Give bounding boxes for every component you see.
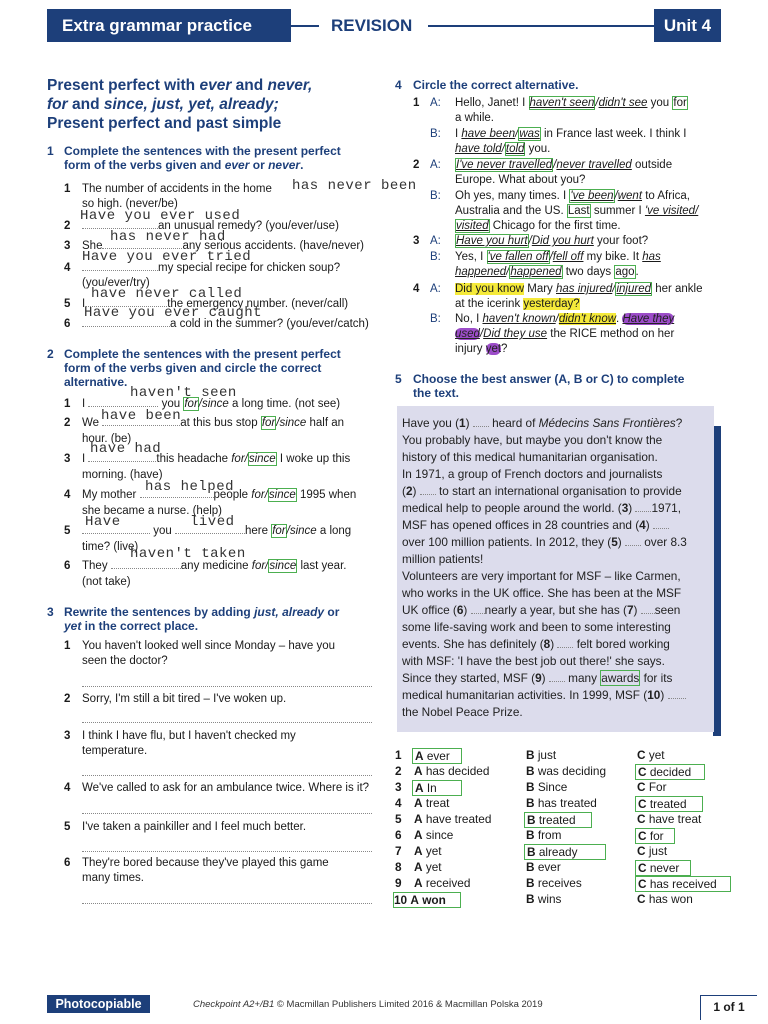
ex1-item-1: 1 The number of accidents in the home xyxy=(64,183,272,195)
option-9a[interactable]: A received xyxy=(414,876,471,890)
ex2-item-6: 6 They any medicine for/since last year. xyxy=(64,560,347,572)
ex1-answer-4: Have you ever tried xyxy=(82,249,252,265)
ex3-answer-line-4[interactable] xyxy=(82,812,372,814)
option-8c[interactable]: C never xyxy=(635,860,691,876)
ex2-item-5-cont: time? (live) xyxy=(82,541,139,553)
option-5a[interactable]: A have treated xyxy=(414,812,492,826)
option-row-5: 5 A have treated B treated C have treat xyxy=(395,812,702,827)
ex2-item-6-cont: (not take) xyxy=(82,576,131,588)
ex3-item-6: 6 They're bored because they've played this game many times. xyxy=(64,857,329,884)
option-row-6: 6 A since B from C for xyxy=(395,828,735,844)
option-2a[interactable]: A has decided xyxy=(414,764,490,778)
option-1c[interactable]: C yet xyxy=(637,748,665,762)
ex4-dialogue-1-b: B: I have been/was in France last week. I think I have told/told you. xyxy=(430,128,687,155)
option-10b[interactable]: B wins xyxy=(526,892,562,906)
ex4-dialogue-2-a: 2 A: I've never travelled/never travelled outside Europe. What about you? xyxy=(413,159,673,186)
ex1-item-3: 3 She any serious accidents. (have/never) xyxy=(64,240,365,252)
option-row-10 xyxy=(395,892,735,908)
ex4-dialogue-3-a: 3 A: Have you hurt/Did you hurt your foot? xyxy=(413,235,649,247)
ex2-answer-3: have had xyxy=(90,441,162,457)
ex4-dialogue-3-b: B: Yes, I 've fallen off/fell off my bike. It has happened/happened two days ago. xyxy=(430,251,661,278)
ex1-item-6: 6 a cold in the summer? (you/ever/catch) xyxy=(64,318,369,330)
option-5b[interactable]: B treated xyxy=(524,812,592,828)
option-row-4: 4 A treat B has treated C treated xyxy=(395,796,735,812)
option-9b[interactable]: B receives xyxy=(526,876,582,890)
ex3-answer-line-1[interactable] xyxy=(82,685,372,687)
option-3a[interactable]: A In xyxy=(412,780,462,796)
option-7c[interactable]: C just xyxy=(637,844,668,858)
ex4-dialogue-1-a: 1 A: Hello, Janet! I haven't seen/didn't see you for a while. xyxy=(413,97,687,124)
option-4b[interactable]: B has treated xyxy=(526,796,597,810)
copyright: Checkpoint A2+/B1 © Macmillan Publishers Limited 2016 & Macmillan Polska 2019 xyxy=(193,999,543,1010)
ex3-answer-line-2[interactable] xyxy=(82,721,372,723)
option-row-3: 3 A In B Since C For xyxy=(395,780,667,795)
option-3b[interactable]: B Since xyxy=(526,780,568,794)
ex2-answer-5a: Have xyxy=(85,514,121,530)
ex4-heading: 4 Circle the correct alternative. xyxy=(395,78,579,92)
ex1-item-5: 5 I the emergency number. (never/call) xyxy=(64,298,349,310)
option-7b[interactable]: B already xyxy=(524,844,606,860)
ex1-answer-1: has never been xyxy=(292,178,417,194)
option-2b[interactable]: B was deciding xyxy=(526,764,607,778)
header-title: Extra grammar practice xyxy=(47,9,291,42)
ex4-dialogue-2-b: B: Oh yes, many times. I 've been/went to Africa, Australia and the US. Last summer I 've visited/ visited Chicago for the first time. xyxy=(430,190,699,232)
ex1-answer-2: Have you ever used xyxy=(80,208,241,224)
ex3-item-3: 3 I think I have flu, but I haven't checked my temperature. xyxy=(64,730,296,757)
page-number: 1 of 1 xyxy=(700,995,757,1020)
option-row-8: 8 A yet B ever C never xyxy=(395,860,735,876)
option-row-9: 9 A received B receives C has received xyxy=(395,876,735,892)
ex3-heading: 3 Rewrite the sentences by adding just, already or yet in the correct place. xyxy=(47,605,340,633)
option-6c[interactable]: C for xyxy=(635,828,675,844)
option-1b[interactable]: B just xyxy=(526,748,557,762)
ex2-item-2-cont: hour. (be) xyxy=(82,433,132,445)
ex3-answer-line-5[interactable] xyxy=(82,850,372,852)
ex2-answer-4: has helped xyxy=(145,479,235,495)
ex3-answer-line-3[interactable] xyxy=(82,774,372,776)
option-row-7: 7 A yet B already C just xyxy=(395,844,668,859)
ex1-answer-6: Have you ever caught xyxy=(84,305,263,321)
option-10c[interactable]: C has won xyxy=(637,892,693,906)
text-body: Have you (1) heard of Médecins Sans Frontières? You probably have, but maybe you don't know the history of this medical humanitarian organisation. In 1971, a group of French doctors and journalists (2) to start an international organisation to provide medical help to people around the world. (3) 1971, MSF has opened offices in 28 countries and (4) over 100 million patients. In 2012, they (5) over 8.3 million patients! Volunteers are very important for MSF – like Carmen, who works in the UK office. She has been at the MSF UK office (6) nearly a year, but she has (7) seen some life-saving work and been to some interesting events. She has definitely (8) felt bored working with MSF: 'I have the best job out there!' she says. Since they started, MSF (9) many awards for its medical humanitarian activities. In 1999, MSF (10) the Nobel Peace Prize. xyxy=(402,416,687,719)
option-4c[interactable]: C treated xyxy=(635,796,703,812)
ex4-dialogue-4-a: 4 A: Did you know Mary has injured/injured her ankle at the icerink yesterday? xyxy=(413,283,703,310)
ex1-heading: 1 Complete the sentences with the present perfect form of the verbs given and ever or never. xyxy=(47,144,341,172)
ex2-item-2: 2 We at this bus stop for/since half an xyxy=(64,417,345,429)
option-8b[interactable]: B ever xyxy=(526,860,561,874)
header-line-left xyxy=(291,25,319,27)
photocopiable-badge: Photocopiable xyxy=(47,995,150,1013)
ex4-dialogue-4-b: B: No, I haven't known/didn't know. Have they used/Did they use the RICE method on her injury yet? xyxy=(430,313,675,355)
ex5-heading: 5 Choose the best answer (A, B or C) to complete the text. xyxy=(395,372,685,400)
option-row-1: 1 A ever B just C yet xyxy=(395,748,665,763)
ex1-item-1-cont: so high. (never/be) xyxy=(82,198,178,210)
ex1-answer-5: have never called xyxy=(91,286,243,302)
option-6a[interactable]: A since xyxy=(414,828,454,842)
ex2-item-5: 5 you here for/since a long xyxy=(64,525,352,537)
option-8a[interactable]: A yet xyxy=(414,860,442,874)
ex2-item-3: 3 I this headache for/since I woke up this xyxy=(64,453,351,465)
ex3-answer-line-6[interactable] xyxy=(82,902,372,904)
ex3-item-4: 4 We've called to ask for an ambulance twice. Where is it? xyxy=(64,782,370,794)
ex1-item-4-cont: (you/ever/try) xyxy=(82,277,150,289)
ex3-item-1: 1 You haven't looked well since Monday – have you seen the doctor? xyxy=(64,640,336,667)
option-7a[interactable]: A yet xyxy=(414,844,442,858)
option-5c[interactable]: C have treat xyxy=(637,812,702,826)
ex3-item-2: 2 Sorry, I'm still a bit tired – I've woken up. xyxy=(64,693,287,705)
ex2-item-3-cont: morning. (have) xyxy=(82,469,163,481)
ex2-item-4: 4 My mother people for/since 1995 when xyxy=(64,489,357,501)
ex3-item-5: 5 I've taken a painkiller and I feel much better. xyxy=(64,821,307,833)
ex2-item-1: 1 I you for/since a long time. (not see) xyxy=(64,398,341,410)
ex1-answer-3: has never had xyxy=(110,229,226,245)
header-line-right xyxy=(428,25,654,27)
option-2c[interactable]: C decided xyxy=(635,764,705,780)
option-10a[interactable]: 10 A won xyxy=(393,892,461,908)
section-title: Present perfect with ever and never, for and since, just, yet, already; Present perfect and past simple xyxy=(47,77,313,132)
ex2-answer-2: have been xyxy=(101,408,182,424)
ex2-answer-1: haven't seen xyxy=(130,385,237,401)
ex1-item-2: 2 an unusual remedy? (you/ever/use) xyxy=(64,220,339,232)
option-1a[interactable]: A ever xyxy=(412,748,462,764)
ex2-answer-6: haven't taken xyxy=(130,546,246,562)
ex2-answer-5b: lived xyxy=(190,514,235,530)
option-row-2: 2 A has decided B was deciding C decided xyxy=(395,764,735,780)
option-4a[interactable]: A treat xyxy=(414,796,450,810)
header-unit: Unit 4 xyxy=(654,9,721,42)
header-section: REVISION xyxy=(331,16,413,35)
ex1-item-4: 4 my special recipe for chicken soup? xyxy=(64,262,341,274)
option-3c[interactable]: C For xyxy=(637,780,667,794)
option-9c[interactable]: C has received xyxy=(635,876,731,892)
option-6b[interactable]: B from xyxy=(526,828,562,842)
ex2-item-4-cont: she became a nurse. (help) xyxy=(82,505,222,517)
ex2-heading: 2 Complete the sentences with the present perfect form of the verbs given and circle the correct alternative. xyxy=(47,347,341,389)
